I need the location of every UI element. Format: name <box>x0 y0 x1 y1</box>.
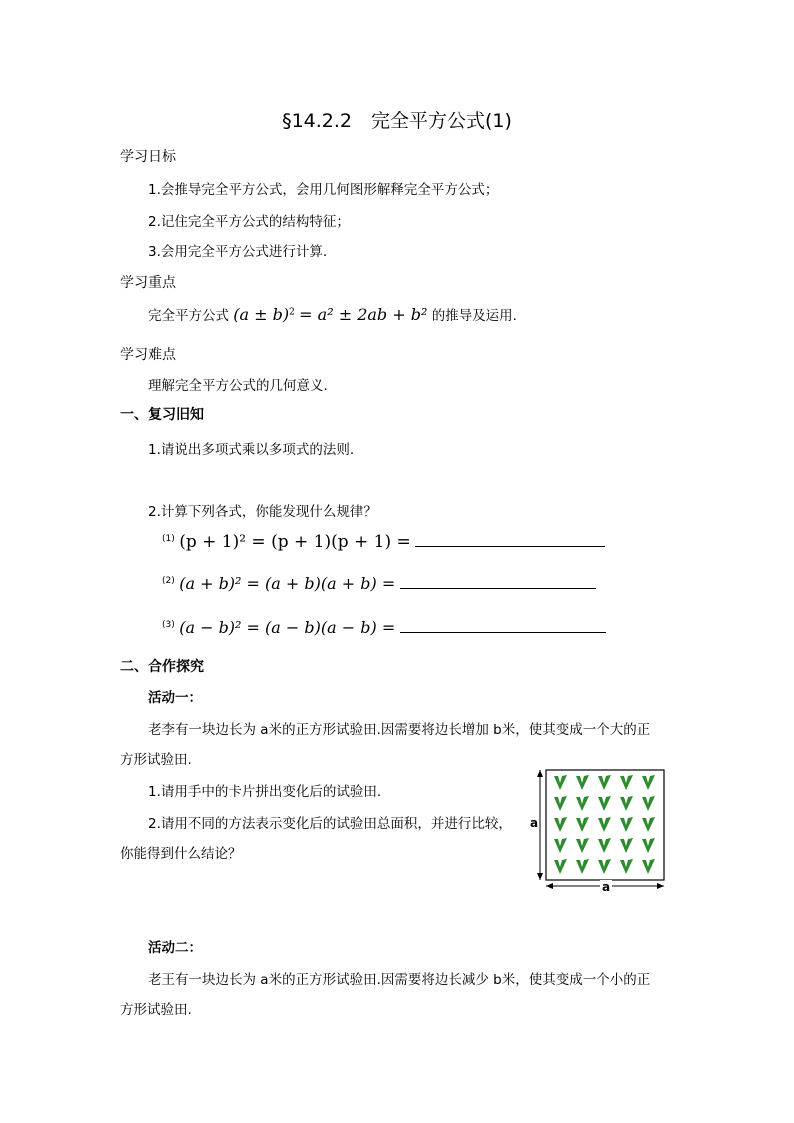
goals-heading: 学习日标 <box>120 149 176 165</box>
activity-1-text-cont: 方形试验田. <box>120 752 192 768</box>
key-point-heading: 学习重点 <box>120 275 176 291</box>
arrow-left-icon <box>546 883 553 889</box>
arrow-right-icon <box>657 883 664 889</box>
goal-item: 2.记住完全平方公式的结构特征； <box>148 214 350 230</box>
review-question-2: 2.计算下列各式，你能发现什么规律？ <box>148 504 377 520</box>
review-question-1: 1.请说出多项式乘以多项式的法则. <box>148 442 355 458</box>
exercise-row <box>162 618 606 637</box>
goal-item: 1.会推导完全平方公式，会用几何图形解释完全平方公式； <box>148 182 499 198</box>
answer-blank[interactable] <box>415 545 605 547</box>
key-point-suffix: 的推导及运用. <box>431 308 517 324</box>
formula-left: (a ± b) <box>233 305 290 324</box>
difficulty-text: 理解完全平方公式的几何意义. <box>148 378 328 394</box>
field-diagram <box>530 768 668 894</box>
arrow-up-icon <box>537 770 543 777</box>
side-label-bottom: a <box>602 880 611 894</box>
exercise-expression: (a + b)² = (a + b)(a + b) = <box>179 574 396 593</box>
explore-heading: 二、合作探究 <box>120 659 204 675</box>
answer-blank[interactable] <box>400 631 606 633</box>
exercise-expression: (a − b)² = (a − b)(a − b) = <box>179 618 396 637</box>
goal-item: 3.会用完全平方公式进行计算. <box>148 244 328 260</box>
exercise-row <box>162 532 605 552</box>
exercise-number: (3) <box>162 620 175 630</box>
difficulty-heading: 学习难点 <box>120 347 176 363</box>
review-heading: 一、复习旧知 <box>120 407 204 423</box>
exercise-row <box>162 574 596 593</box>
formula-exponent: 2 <box>289 307 295 318</box>
side-label-left: a <box>530 816 539 830</box>
exercise-number: (2) <box>162 576 175 586</box>
activity-1-text: 老李有一块边长为 a米的正方形试验田.因需要将边长增加 b米，使其变成一个大的正 <box>148 722 651 738</box>
activity-1-task-1: 1.请用手中的卡片拼出变化后的试验田. <box>148 784 382 800</box>
activity-2-text-cont: 方形试验田. <box>120 1002 192 1018</box>
field-svg <box>536 768 668 894</box>
activity-1-label: 活动一： <box>148 690 202 706</box>
page-title: §14.2.2 完全平方公式(1) <box>282 110 512 132</box>
key-point-prefix: 完全平方公式 <box>148 308 229 324</box>
exercise-number: (1) <box>162 534 175 544</box>
activity-1-task-2: 2.请用不同的方法表示变化后的试验田总面积，并进行比较， <box>148 816 512 832</box>
exercise-expression: (p + 1)² = (p + 1)(p + 1) = <box>179 532 411 552</box>
arrow-down-icon <box>537 873 543 880</box>
formula-right: = a² ± 2ab + b² <box>299 305 428 324</box>
key-point-formula-line <box>148 304 517 324</box>
activity-2-label: 活动二： <box>148 940 202 956</box>
activity-2-text: 老王有一块边长为 a米的正方形试验田.因需要将边长减少 b米，使其变成一个小的正 <box>148 972 651 988</box>
activity-1-task-2-cont: 你能得到什么结论？ <box>120 846 242 862</box>
answer-blank[interactable] <box>400 587 596 589</box>
